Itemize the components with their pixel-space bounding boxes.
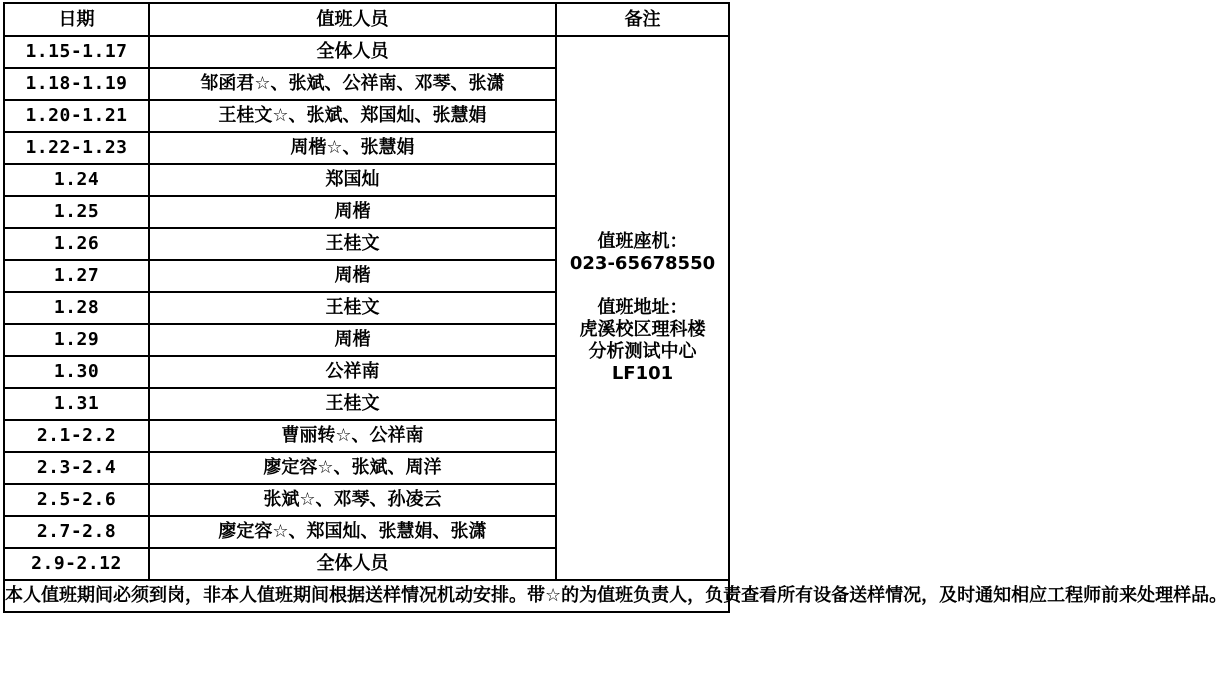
date-cell: 1.22-1.23: [4, 132, 149, 164]
staff-cell: 周楷: [149, 260, 556, 292]
date-cell: 2.5-2.6: [4, 484, 149, 516]
date-cell: 1.25: [4, 196, 149, 228]
date-cell: 1.30: [4, 356, 149, 388]
date-cell: 1.26: [4, 228, 149, 260]
phone-number: 023-65678550: [569, 253, 716, 274]
staff-cell: 周楷: [149, 324, 556, 356]
staff-cell: 王桂文☆、张斌、郑国灿、张慧娟: [149, 100, 556, 132]
footer-note: 本人值班期间必须到岗，非本人值班期间根据送样情况机动安排。带☆的为值班负责人，负责查看所有设备送样情况，及时通知相应工程师前来处理样品。: [4, 580, 729, 612]
date-cell: 1.18-1.19: [4, 68, 149, 100]
staff-cell: 张斌☆、邓琴、孙凌云: [149, 484, 556, 516]
date-cell: 1.29: [4, 324, 149, 356]
staff-cell: 全体人员: [149, 548, 556, 580]
date-cell: 2.3-2.4: [4, 452, 149, 484]
header-note: 备注: [556, 3, 729, 36]
staff-cell: 周楷☆、张慧娟: [149, 132, 556, 164]
date-cell: 2.1-2.2: [4, 420, 149, 452]
date-cell: 1.20-1.21: [4, 100, 149, 132]
address-room: LF101: [611, 363, 674, 384]
header-date: 日期: [4, 3, 149, 36]
note-spacer: [557, 275, 728, 297]
date-cell: 1.31: [4, 388, 149, 420]
date-cell: 1.15-1.17: [4, 36, 149, 68]
date-cell: 1.24: [4, 164, 149, 196]
staff-cell: 廖定容☆、张斌、周洋: [149, 452, 556, 484]
header-row: [4, 3, 729, 36]
table-row: [4, 36, 729, 68]
staff-cell: 周楷: [149, 196, 556, 228]
staff-cell: 曹丽转☆、公祥南: [149, 420, 556, 452]
staff-cell: 全体人员: [149, 36, 556, 68]
address-line-1: 虎溪校区理科楼: [579, 319, 706, 340]
date-cell: 2.9-2.12: [4, 548, 149, 580]
staff-cell: 邹函君☆、张斌、公祥南、邓琴、张潇: [149, 68, 556, 100]
footer-row: [4, 580, 729, 612]
duty-roster-table: [3, 2, 1227, 613]
phone-label: 值班座机：: [597, 231, 688, 252]
address-label: 值班地址：: [597, 297, 688, 318]
header-staff: 值班人员: [149, 3, 556, 36]
date-cell: 1.28: [4, 292, 149, 324]
address-line-2: 分析测试中心: [588, 341, 697, 362]
staff-cell: 王桂文: [149, 388, 556, 420]
staff-cell: 王桂文: [149, 228, 556, 260]
staff-cell: 郑国灿: [149, 164, 556, 196]
staff-cell: 王桂文: [149, 292, 556, 324]
date-cell: 1.27: [4, 260, 149, 292]
note-cell: [556, 36, 729, 580]
date-cell: 2.7-2.8: [4, 516, 149, 548]
staff-cell: 公祥南: [149, 356, 556, 388]
staff-cell: 廖定容☆、郑国灿、张慧娟、张潇: [149, 516, 556, 548]
